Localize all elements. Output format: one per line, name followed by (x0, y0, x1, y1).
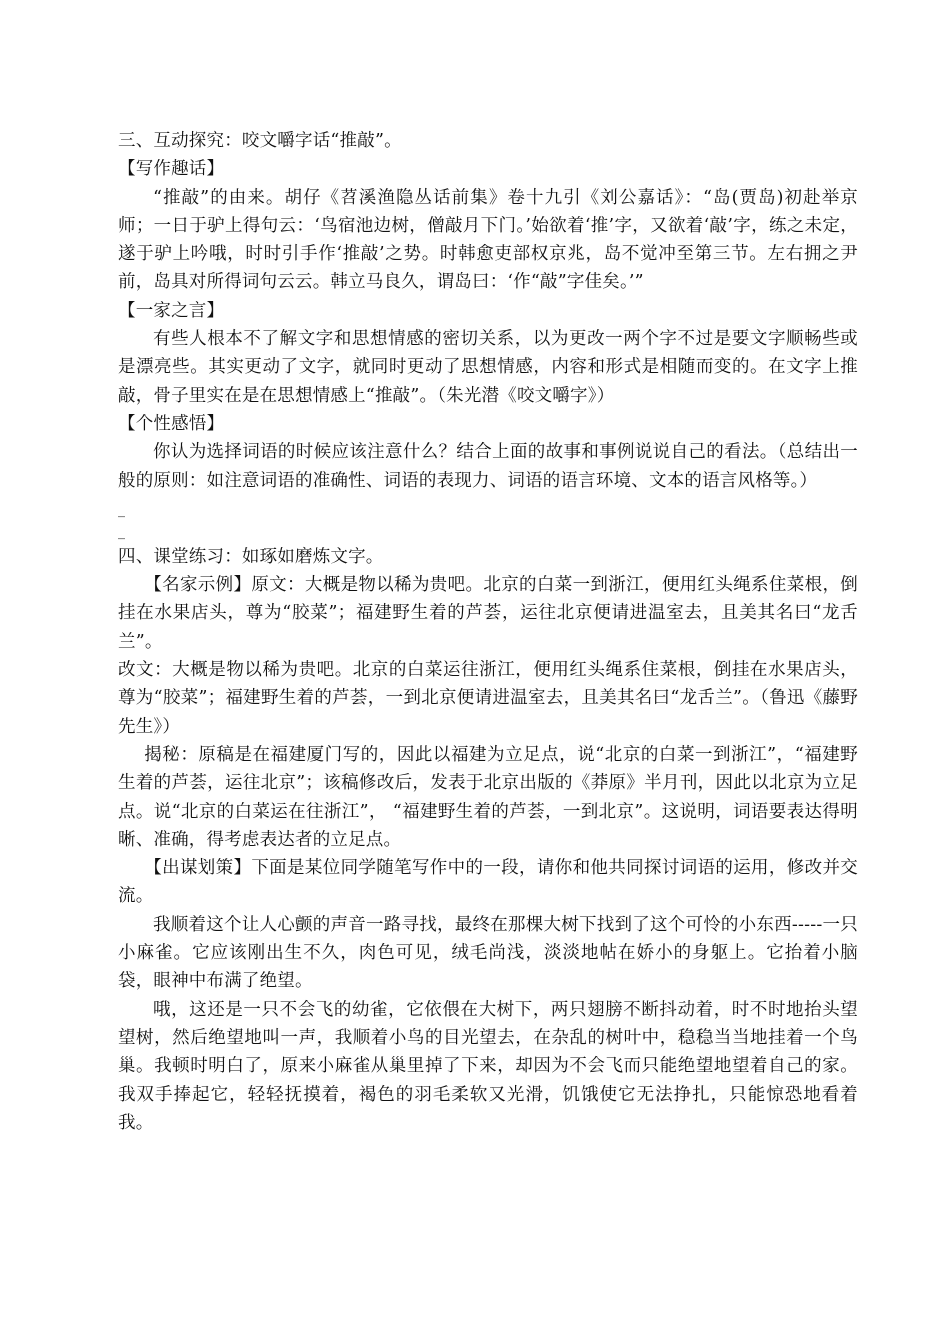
label-expert-opinion: 【一家之言】 (118, 300, 225, 321)
section-4-heading: 四、课堂练习：如琢如磨炼文字。 (118, 546, 384, 567)
tuiqiao-story-paragraph: “推敲”的由来。胡仔《苕溪渔隐丛话前集》卷十九引《刘公嘉话》：“岛(贾岛)初赴举京师；一日于驴上得句云：‘鸟宿池边树，僧敲月下门。’始欲着‘推’字，又欲着‘敲’字，练之未定，遂于驴上吟哦，时时引手作‘推敲’之势。时韩愈吏部权京兆，岛不觉冲至第三节。左右拥之尹前，岛具对所得词句云云。韩立马良久，谓岛曰：‘作“敲”字佳矣。’” (118, 187, 858, 293)
section-3-heading: 三、互动探究：咬文嚼字话“推敲”。 (118, 131, 402, 151)
reveal-paragraph: 揭秘：原稿是在福建厦门写的，因此以福建为立足点，说“北京的白菜一到浙江”，“福建野生着的芦荟，运往北京”；该稿修改后，发表于北京出版的《莽原》半月刊，因此以北京为立足点。说“北京的白菜运在往浙江”， “福建野生着的芦荟，一到北京”。这说明，词语要表达得明晰、准确，得考虑表达者的立足点。 (118, 744, 858, 850)
answer-blank-1: _ (118, 501, 125, 518)
document-page (118, 127, 858, 1137)
example-original-paragraph: 【名家示例】原文：大概是物以稀为贵吧。北京的白菜一到浙江，便用红头绳系住菜根，倒挂在水果店头，尊为“胶菜”；福建野生着的芦荟，运往北京便请进温室去，且美其名曰“龙舌兰”。 (118, 575, 858, 652)
student-passage-paragraph-1: 我顺着这个让人心颤的声音一路寻找，最终在那棵大树下找到了这个可怜的小东西-----一只小麻雀。它应该刚出生不久，肉色可见，绒毛尚浅，淡淡地帖在娇小的身躯上。它抬着小脑袋，眼神中布满了绝望。 (118, 914, 858, 992)
advice-paragraph: 【出谋划策】下面是某位同学随笔写作中的一段，请你和他共同探讨词语的运用，修改并交流。 (118, 858, 858, 907)
label-personal-insight: 【个性感悟】 (118, 413, 225, 434)
expert-opinion-paragraph: 有些人根本不了解文字和思想情感的密切关系，以为更改一两个字不过是要文字顺畅些或是漂亮些。其实更动了文字，就同时更动了思想情感，内容和形式是相随而变的。在文字上推敲，骨子里实在是在思想情感上“推敲”。（朱光潜《咬文嚼字》） (118, 329, 858, 406)
student-passage-paragraph-2: 哦，这还是一只不会飞的幼雀，它依偎在大树下，两只翅膀不断抖动着，时不时地抬头望望树，然后绝望地叫一声，我顺着小鸟的目光望去，在杂乱的树叶中，稳稳当当地挂着一个鸟巢。我顿时明白了，原来小麻雀从巢里掉了下来，却因为不会飞而只能绝望地望着自己的家。我双手捧起它，轻轻抚摸着，褐色的羽毛柔软又光滑，饥饿使它无法挣扎，只能惊恐地看着我。 (118, 999, 858, 1133)
example-revised-paragraph: 改文：大概是物以稀为贵吧。北京的白菜运往浙江，便用红头绳系住菜根，倒挂在水果店头，尊为“胶菜”；福建野生着的芦荟，一到北京便请进温室去，且美其名曰“龙舌兰”。（鲁迅《藤野先生》） (118, 660, 858, 737)
personal-insight-paragraph: 你认为选择词语的时候应该注意什么？结合上面的故事和事例说说自己的看法。（总结出一般的原则：如注意词语的准确性、词语的表现力、词语的语言环境、文本的语言风格等。） (118, 442, 858, 491)
answer-blank-2: _ (118, 523, 125, 540)
label-writing-anecdote: 【写作趣话】 (118, 159, 225, 180)
